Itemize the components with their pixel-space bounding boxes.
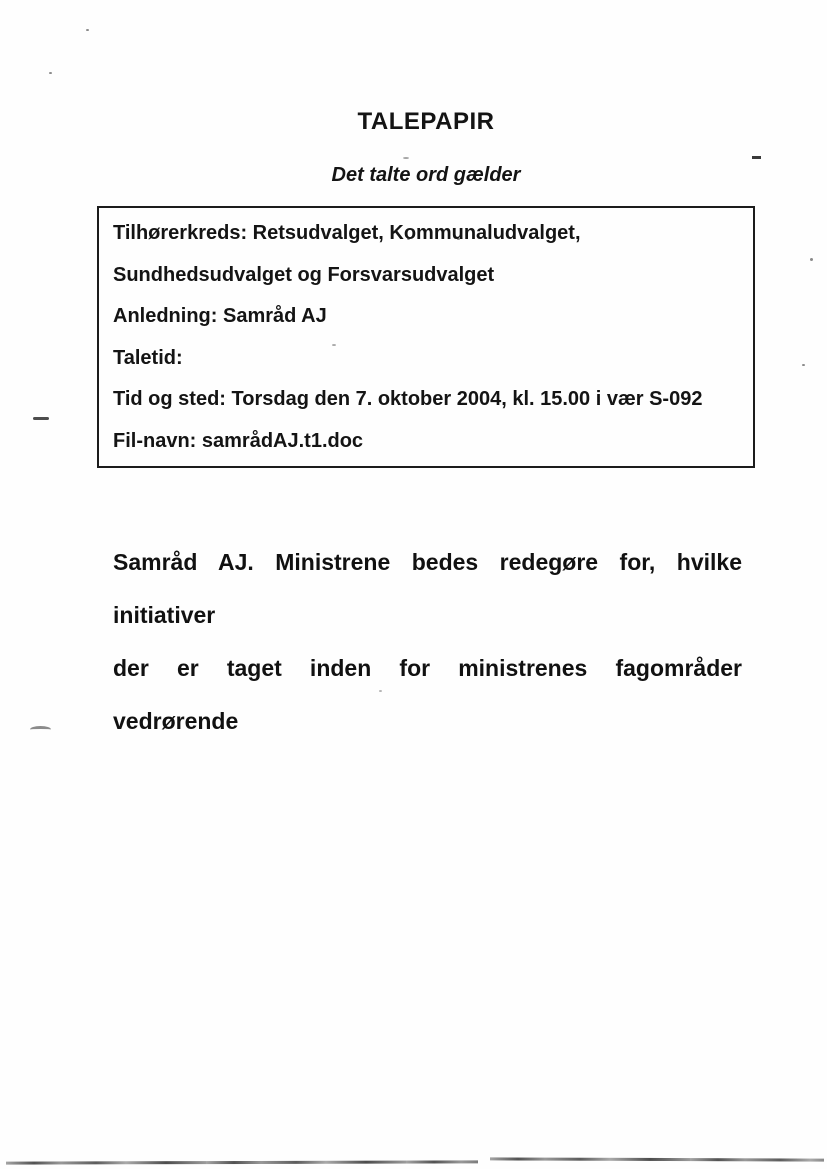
infobox-line-audience-1: Tilhørerkreds: Retsudvalget, Kommunaludvalget, [113,222,581,244]
body-line-1: Samråd AJ. Ministrene bedes redegøre for, hvilke initiativer [113,549,742,628]
scan-speck [802,364,805,366]
page-subtitle: Det talte ord gælder [331,164,521,186]
page-title: TALEPAPIR [357,108,495,135]
scan-mark [752,156,761,159]
scan-mark [33,417,49,420]
infobox-line-filename: Fil-navn: samrådAJ.t1.doc [113,429,364,452]
scan-speck [86,29,89,31]
metadata-box [97,206,755,468]
body-paragraph [113,536,742,748]
body-line-2: der er taget inden for ministrenes fagområder vedrørende [113,655,742,734]
scan-mark [30,726,51,733]
scan-speck [403,157,409,159]
scan-speck [810,258,813,261]
scan-speck [49,72,52,74]
scan-edge-line-left [6,1160,478,1164]
scan-edge-line-right [490,1157,824,1161]
infobox-line-occasion: Anledning: Samråd AJ [113,305,327,327]
infobox-line-speaking-time: Taletid: [113,346,183,369]
infobox-line-audience-2: Sundhedsudvalget og Forsvarsudvalget [113,263,495,286]
infobox-line-time-place: Tid og sted: Torsdag den 7. oktober 2004, kl. 15.00 i vær S-092 [113,388,703,410]
